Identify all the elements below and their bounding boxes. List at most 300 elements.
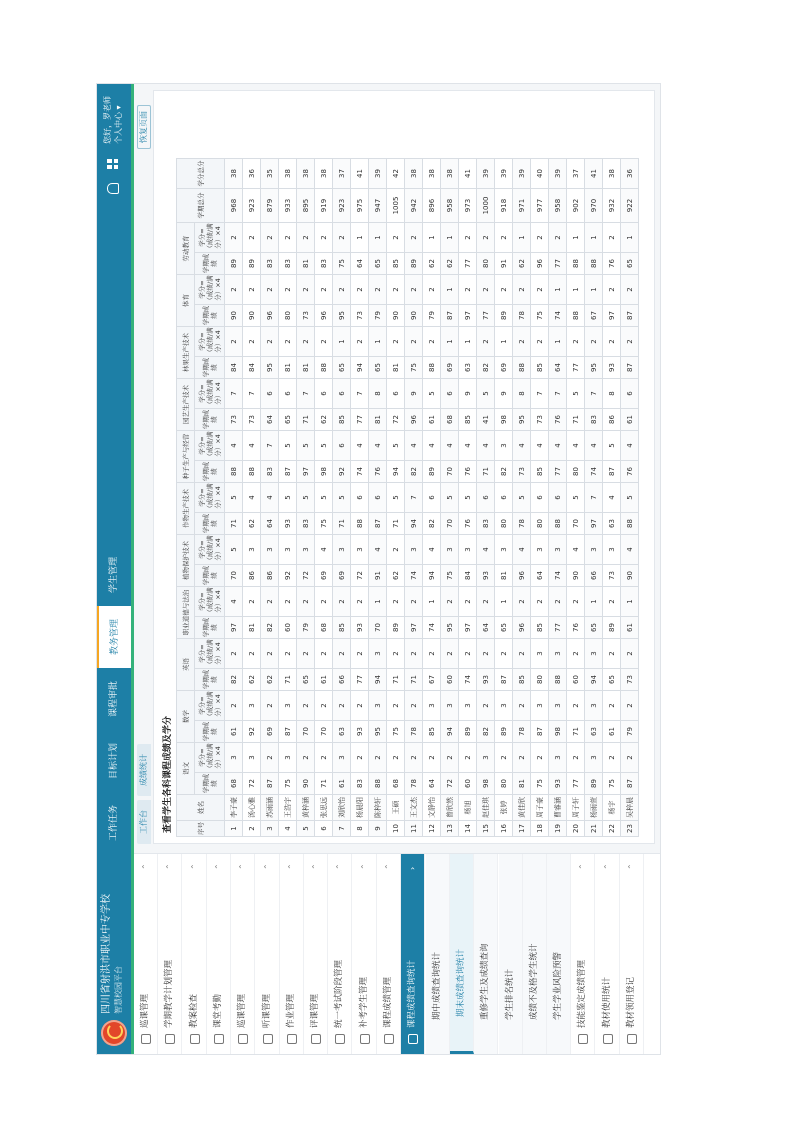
subheader-credit: 学分=（成绩/满分）×4 bbox=[195, 431, 225, 461]
table-row bbox=[405, 159, 423, 837]
cell-credit: 2 bbox=[261, 327, 279, 357]
cell-student-name: 杨晨阳 bbox=[351, 795, 369, 821]
sidebar-item[interactable] bbox=[207, 854, 231, 1054]
cell-credit: 2 bbox=[459, 639, 477, 669]
cell-score: 89 bbox=[603, 617, 621, 639]
cell-score: 94 bbox=[351, 357, 369, 379]
cell-score: 75 bbox=[279, 773, 297, 795]
subheader-credit: 学分=（成绩/满分）×4 bbox=[195, 275, 225, 305]
cell-score: 85 bbox=[423, 721, 441, 743]
cell-credit: 6 bbox=[621, 379, 639, 409]
cell-credit: 7 bbox=[261, 431, 279, 461]
sidebar-item[interactable] bbox=[401, 854, 425, 1054]
cell-student-name: 张婷 bbox=[495, 795, 513, 821]
sidebar-item[interactable] bbox=[474, 854, 498, 1054]
chevron-icon[interactable]: ⌃ bbox=[602, 863, 612, 870]
cell-score: 70 bbox=[441, 461, 459, 483]
sidebar-item[interactable] bbox=[499, 854, 523, 1054]
cell-credit: 3 bbox=[243, 691, 261, 721]
sidebar-item[interactable] bbox=[183, 854, 207, 1054]
school-title bbox=[101, 894, 125, 1014]
cell-credit: 2 bbox=[261, 639, 279, 669]
cell-score: 88 bbox=[351, 513, 369, 535]
chevron-icon[interactable]: › bbox=[408, 866, 418, 870]
cell-credit: 2 bbox=[351, 275, 369, 305]
cell-student-name: 刘欣怡 bbox=[333, 795, 351, 821]
cell-credit: 2 bbox=[513, 327, 531, 357]
table-row bbox=[333, 159, 351, 837]
cell-student-name: 杨宇 bbox=[603, 795, 621, 821]
cell-score: 76 bbox=[567, 617, 585, 639]
cell-score: 64 bbox=[261, 409, 279, 431]
cell-score: 82 bbox=[477, 357, 495, 379]
cell-credit: 1 bbox=[585, 223, 603, 253]
cell-credit: 4 bbox=[261, 483, 279, 513]
breadcrumb-current[interactable]: 成绩统计 bbox=[137, 744, 151, 796]
cell-credit: 1 bbox=[585, 275, 603, 305]
cell-credit: 2 bbox=[297, 275, 315, 305]
subheader-score: 学期成绩 bbox=[195, 617, 225, 639]
table-row bbox=[315, 159, 333, 837]
cell-credit: 2 bbox=[387, 691, 405, 721]
cell-score: 65 bbox=[369, 253, 387, 275]
cell-score: 80 bbox=[495, 513, 513, 535]
cell-credit: 3 bbox=[441, 691, 459, 721]
cell-credit: 2 bbox=[369, 275, 387, 305]
chevron-icon[interactable]: ⌃ bbox=[286, 863, 296, 870]
cell-score: 73 bbox=[225, 409, 243, 431]
cell-index: 1 bbox=[225, 821, 243, 837]
cell-credit: 2 bbox=[387, 275, 405, 305]
cell-total: 942 bbox=[405, 189, 423, 223]
chevron-icon[interactable]: ⌃ bbox=[262, 863, 272, 870]
cell-index: 20 bbox=[567, 821, 585, 837]
sidebar-item[interactable] bbox=[256, 854, 280, 1054]
chevron-icon[interactable]: ⌃ bbox=[165, 863, 175, 870]
cell-score: 85 bbox=[333, 617, 351, 639]
cell-credit: 2 bbox=[621, 691, 639, 721]
cell-credit: 2 bbox=[225, 275, 243, 305]
cell-credit: 2 bbox=[351, 691, 369, 721]
chevron-icon[interactable]: ⌃ bbox=[335, 863, 345, 870]
sidebar-item[interactable] bbox=[620, 854, 644, 1054]
cell-score: 69 bbox=[261, 721, 279, 743]
cell-index: 7 bbox=[333, 821, 351, 837]
cell-score: 78 bbox=[513, 513, 531, 535]
cell-score: 62 bbox=[261, 669, 279, 691]
tab-academic-affairs[interactable]: 教务管理 bbox=[97, 606, 131, 668]
chevron-icon[interactable]: ⌃ bbox=[213, 863, 223, 870]
cell-credit: 4 bbox=[243, 483, 261, 513]
cell-total: 971 bbox=[513, 189, 531, 223]
cell-score: 41 bbox=[477, 409, 495, 431]
bell-icon[interactable] bbox=[107, 183, 119, 194]
cell-credit: 3 bbox=[585, 691, 603, 721]
cell-score: 61 bbox=[315, 669, 333, 691]
cell-score: 76 bbox=[459, 461, 477, 483]
subheader-score: 学期成绩 bbox=[195, 773, 225, 795]
cell-credit: 2 bbox=[405, 587, 423, 617]
cell-score: 96 bbox=[531, 253, 549, 275]
cell-credit: 4 bbox=[405, 431, 423, 461]
cell-credit: 2 bbox=[441, 587, 459, 617]
cell-credit: 2 bbox=[405, 223, 423, 253]
table-row bbox=[477, 159, 495, 837]
cell-student-name: 王硕 bbox=[387, 795, 405, 821]
cell-credit: 2 bbox=[531, 327, 549, 357]
cell-score: 65 bbox=[603, 669, 621, 691]
cell-score: 64 bbox=[423, 773, 441, 795]
sidebar-item[interactable] bbox=[547, 854, 571, 1054]
cell-credit: 2 bbox=[405, 743, 423, 773]
cell-credit: 2 bbox=[567, 327, 585, 357]
cell-credit-total: 38 bbox=[315, 159, 333, 189]
cell-credit: 4 bbox=[225, 587, 243, 617]
tab-course-approval[interactable]: 课程审批 bbox=[109, 680, 119, 717]
cell-score: 69 bbox=[315, 565, 333, 587]
cell-score: 74 bbox=[585, 461, 603, 483]
cell-credit: 2 bbox=[261, 743, 279, 773]
clock-icon bbox=[214, 1034, 224, 1044]
cell-score: 87 bbox=[441, 305, 459, 327]
app-window bbox=[97, 84, 660, 1054]
chevron-icon[interactable]: ⌃ bbox=[141, 863, 150, 870]
cell-credit-total: 39 bbox=[495, 159, 513, 189]
cell-credit-total: 39 bbox=[549, 159, 567, 189]
sidebar-item[interactable] bbox=[426, 854, 450, 1054]
cell-credit: 3 bbox=[243, 535, 261, 565]
tab-student-management[interactable]: 学生管理 bbox=[109, 556, 119, 593]
cell-credit: 3 bbox=[351, 535, 369, 565]
breadcrumb bbox=[137, 740, 151, 844]
cell-score: 72 bbox=[441, 773, 459, 795]
cell-credit: 6 bbox=[333, 431, 351, 461]
cell-score: 98 bbox=[495, 409, 513, 431]
cell-credit: 1 bbox=[567, 275, 585, 305]
cell-credit: 2 bbox=[315, 691, 333, 721]
cell-credit: 2 bbox=[603, 327, 621, 357]
sidebar-item[interactable] bbox=[353, 854, 377, 1054]
sidebar-item[interactable] bbox=[571, 854, 595, 1054]
cell-total: 970 bbox=[585, 189, 603, 223]
cell-total: 919 bbox=[315, 189, 333, 223]
chevron-icon[interactable]: ⌃ bbox=[311, 863, 321, 870]
cell-credit: 2 bbox=[405, 327, 423, 357]
cell-total: 918 bbox=[495, 189, 513, 223]
cell-score: 63 bbox=[585, 721, 603, 743]
cell-score: 77 bbox=[567, 773, 585, 795]
cell-score: 90 bbox=[225, 305, 243, 327]
cell-credit: 3 bbox=[459, 691, 477, 721]
cell-student-name: 汤心雅 bbox=[243, 795, 261, 821]
cell-score: 71 bbox=[477, 461, 495, 483]
sidebar-item[interactable] bbox=[304, 854, 328, 1054]
column-header-name: 姓名 bbox=[177, 795, 225, 821]
sidebar-item-label: 学生排名统计 bbox=[504, 968, 515, 1020]
cell-credit: 2 bbox=[513, 743, 531, 773]
cell-total: 1000 bbox=[477, 189, 495, 223]
user-greeting: 您好，罗老师 bbox=[103, 96, 112, 144]
cell-score: 85 bbox=[531, 617, 549, 639]
column-header-subject: 劳动教育 bbox=[177, 223, 195, 275]
sidebar-item[interactable] bbox=[328, 854, 352, 1054]
cell-score: 71 bbox=[405, 669, 423, 691]
cell-score: 65 bbox=[495, 617, 513, 639]
cell-score: 80 bbox=[477, 253, 495, 275]
cell-score: 75 bbox=[603, 773, 621, 795]
cell-score: 91 bbox=[369, 565, 387, 587]
cell-credit: 2 bbox=[351, 743, 369, 773]
cell-score: 70 bbox=[315, 721, 333, 743]
sidebar-item[interactable] bbox=[158, 854, 182, 1054]
cell-credit: 2 bbox=[225, 691, 243, 721]
subheader-credit: 学分=（成绩/满分）×4 bbox=[195, 639, 225, 669]
cell-total: 1005 bbox=[387, 189, 405, 223]
cell-score: 94 bbox=[585, 669, 603, 691]
cell-credit: 5 bbox=[603, 431, 621, 461]
chevron-icon[interactable]: ⌃ bbox=[627, 863, 636, 870]
sidebar-item-label: 重修学生及成绩查询 bbox=[480, 943, 491, 1020]
tab-goal-plan[interactable]: 目标计划 bbox=[109, 742, 119, 779]
cell-score: 67 bbox=[585, 305, 603, 327]
cell-credit: 2 bbox=[477, 223, 495, 253]
cell-credit: 2 bbox=[459, 223, 477, 253]
cell-credit: 2 bbox=[387, 639, 405, 669]
cell-credit: 2 bbox=[261, 691, 279, 721]
cell-score: 72 bbox=[297, 565, 315, 587]
cell-score: 72 bbox=[351, 565, 369, 587]
sidebar-item[interactable] bbox=[450, 853, 474, 1054]
cell-credit-total: 38 bbox=[603, 159, 621, 189]
cell-credit: 6 bbox=[369, 483, 387, 513]
cell-credit: 4 bbox=[549, 431, 567, 461]
cell-score: 71 bbox=[387, 669, 405, 691]
cell-credit: 2 bbox=[477, 691, 495, 721]
cell-credit-total: 35 bbox=[261, 159, 279, 189]
cell-credit: 2 bbox=[603, 275, 621, 305]
nav-tabs bbox=[97, 544, 131, 854]
breadcrumb-home[interactable]: 工作台 bbox=[137, 800, 151, 844]
cell-score: 62 bbox=[441, 253, 459, 275]
cell-score: 95 bbox=[333, 305, 351, 327]
cell-credit: 5 bbox=[621, 483, 639, 513]
cell-credit-total: 38 bbox=[423, 159, 441, 189]
cell-credit-total: 38 bbox=[225, 159, 243, 189]
table-row bbox=[279, 159, 297, 837]
subheader-score: 学期成绩 bbox=[195, 253, 225, 275]
cell-score: 75 bbox=[315, 513, 333, 535]
subheader-credit: 学分=（成绩/满分）×4 bbox=[195, 691, 225, 721]
cell-score: 97 bbox=[603, 305, 621, 327]
chevron-icon[interactable]: ⌃ bbox=[189, 863, 199, 870]
cell-score: 77 bbox=[477, 305, 495, 327]
cell-credit-total: 38 bbox=[297, 159, 315, 189]
cell-index: 6 bbox=[315, 821, 333, 837]
column-header-subject: 种子生产与经营 bbox=[177, 431, 195, 483]
cell-score: 61 bbox=[225, 721, 243, 743]
cell-score: 71 bbox=[387, 513, 405, 535]
cell-credit: 3 bbox=[333, 743, 351, 773]
cell-credit: 2 bbox=[297, 691, 315, 721]
cell-score: 90 bbox=[243, 305, 261, 327]
column-header-credit-total: 学分总分 bbox=[177, 159, 225, 189]
subheader-score: 学期成绩 bbox=[195, 305, 225, 327]
sidebar-item[interactable] bbox=[231, 854, 255, 1054]
cell-score: 87 bbox=[495, 669, 513, 691]
cell-score: 80 bbox=[531, 513, 549, 535]
sidebar bbox=[134, 853, 660, 1054]
cell-score: 68 bbox=[441, 409, 459, 431]
sidebar-item-label: 评课管理 bbox=[310, 993, 321, 1028]
sidebar-item[interactable] bbox=[377, 854, 401, 1054]
restore-page-button[interactable]: 恢复页面 bbox=[137, 105, 151, 149]
cell-score: 95 bbox=[261, 357, 279, 379]
cell-total: 923 bbox=[243, 189, 261, 223]
subheader-credit: 学分=（成绩/满分）×4 bbox=[195, 483, 225, 513]
cell-score: 70 bbox=[225, 565, 243, 587]
cell-score: 87 bbox=[621, 305, 639, 327]
cell-credit: 2 bbox=[585, 327, 603, 357]
cell-credit: 5 bbox=[441, 483, 459, 513]
cell-credit: 4 bbox=[351, 431, 369, 461]
cell-credit: 2 bbox=[261, 223, 279, 253]
cell-score: 64 bbox=[351, 253, 369, 275]
cell-score: 72 bbox=[243, 773, 261, 795]
cell-credit: 2 bbox=[387, 223, 405, 253]
chevron-icon[interactable]: ⌃ bbox=[578, 863, 588, 870]
cell-credit: 2 bbox=[405, 275, 423, 305]
cell-credit: 2 bbox=[477, 275, 495, 305]
cell-score: 90 bbox=[297, 773, 315, 795]
cell-student-name: 周子轩 bbox=[567, 795, 585, 821]
cell-index: 10 bbox=[387, 821, 405, 837]
cell-score: 87 bbox=[603, 461, 621, 483]
cell-score: 62 bbox=[243, 513, 261, 535]
cell-score: 78 bbox=[405, 721, 423, 743]
cell-score: 62 bbox=[513, 253, 531, 275]
cell-credit: 2 bbox=[333, 587, 351, 617]
sidebar-item[interactable] bbox=[523, 854, 547, 1054]
cell-credit: 2 bbox=[333, 223, 351, 253]
cell-student-name: 陈梓轩 bbox=[369, 795, 387, 821]
cell-credit: 3 bbox=[477, 743, 495, 773]
cell-credit: 3 bbox=[531, 535, 549, 565]
cell-score: 90 bbox=[405, 305, 423, 327]
sidebar-item-label: 教案检查 bbox=[188, 993, 199, 1028]
user-center-link[interactable]: 个人中心 ▾ bbox=[114, 105, 123, 144]
cell-score: 76 bbox=[549, 409, 567, 431]
user-menu[interactable] bbox=[102, 96, 124, 144]
cell-student-name: 杨旭 bbox=[459, 795, 477, 821]
cell-credit: 3 bbox=[279, 691, 297, 721]
cell-score: 62 bbox=[423, 253, 441, 275]
cell-score: 69 bbox=[495, 357, 513, 379]
cell-credit: 4 bbox=[423, 535, 441, 565]
cell-score: 64 bbox=[477, 617, 495, 639]
cell-student-name: 王浩宇 bbox=[279, 795, 297, 821]
cell-score: 65 bbox=[621, 253, 639, 275]
cell-score: 71 bbox=[567, 721, 585, 743]
cell-credit: 2 bbox=[315, 639, 333, 669]
cell-score: 77 bbox=[567, 357, 585, 379]
cell-score: 88 bbox=[585, 253, 603, 275]
tab-work-tasks[interactable]: 工作任务 bbox=[109, 804, 119, 841]
cell-score: 76 bbox=[459, 513, 477, 535]
cell-score: 83 bbox=[351, 773, 369, 795]
cell-score: 90 bbox=[621, 565, 639, 587]
cell-credit: 4 bbox=[585, 431, 603, 461]
subheader-score: 学期成绩 bbox=[195, 565, 225, 587]
cell-credit: 1 bbox=[423, 223, 441, 253]
cell-credit: 3 bbox=[603, 535, 621, 565]
cell-credit-total: 36 bbox=[621, 159, 639, 189]
sidebar-item-label: 统一考试阶段管理 bbox=[334, 959, 345, 1028]
cell-score: 82 bbox=[495, 461, 513, 483]
cell-score: 75 bbox=[333, 253, 351, 275]
cell-credit: 2 bbox=[225, 223, 243, 253]
subheader-credit: 学分=（成绩/满分）×4 bbox=[195, 327, 225, 357]
cell-credit: 2 bbox=[351, 639, 369, 669]
cell-score: 97 bbox=[225, 617, 243, 639]
cell-credit: 2 bbox=[531, 743, 549, 773]
cell-total: 922 bbox=[621, 189, 639, 223]
cell-score: 89 bbox=[225, 253, 243, 275]
cell-credit: 4 bbox=[513, 535, 531, 565]
cell-credit: 2 bbox=[495, 275, 513, 305]
cell-score: 83 bbox=[585, 409, 603, 431]
cell-score: 81 bbox=[513, 773, 531, 795]
cell-credit: 1 bbox=[567, 223, 585, 253]
cell-credit: 2 bbox=[315, 327, 333, 357]
cell-credit: 3 bbox=[549, 535, 567, 565]
cell-score: 77 bbox=[351, 669, 369, 691]
cell-score: 70 bbox=[369, 617, 387, 639]
chevron-icon[interactable]: ⌃ bbox=[384, 863, 393, 870]
cell-score: 81 bbox=[495, 565, 513, 587]
cell-score: 89 bbox=[585, 773, 603, 795]
cell-credit: 2 bbox=[441, 743, 459, 773]
sidebar-item[interactable] bbox=[596, 854, 620, 1054]
cell-credit: 5 bbox=[567, 483, 585, 513]
cell-index: 8 bbox=[351, 821, 369, 837]
column-header-total: 学期总分 bbox=[177, 189, 225, 223]
cell-score: 91 bbox=[495, 253, 513, 275]
subheader-credit: 学分=（成绩/满分）×4 bbox=[195, 535, 225, 565]
sidebar-item-label: 学期教学计划管理 bbox=[164, 959, 175, 1028]
cell-score: 85 bbox=[531, 357, 549, 379]
cell-credit: 2 bbox=[513, 587, 531, 617]
cell-score: 65 bbox=[297, 669, 315, 691]
cell-score: 97 bbox=[459, 617, 477, 639]
cell-credit: 3 bbox=[369, 691, 387, 721]
cell-score: 75 bbox=[531, 773, 549, 795]
cell-credit: 4 bbox=[513, 431, 531, 461]
cell-credit: 2 bbox=[531, 275, 549, 305]
chevron-icon[interactable]: ⌃ bbox=[238, 863, 248, 870]
apps-grid-icon[interactable] bbox=[107, 158, 118, 169]
cell-score: 82 bbox=[405, 461, 423, 483]
cell-credit: 1 bbox=[495, 587, 513, 617]
cell-score: 81 bbox=[297, 253, 315, 275]
cell-score: 88 bbox=[243, 461, 261, 483]
sidebar-item[interactable] bbox=[134, 854, 158, 1054]
cell-score: 86 bbox=[243, 565, 261, 587]
chevron-icon[interactable]: ⌃ bbox=[359, 863, 369, 870]
cell-credit: 4 bbox=[225, 431, 243, 461]
subheader-score: 学期成绩 bbox=[195, 357, 225, 379]
cell-credit: 2 bbox=[567, 639, 585, 669]
sidebar-item[interactable] bbox=[280, 854, 304, 1054]
